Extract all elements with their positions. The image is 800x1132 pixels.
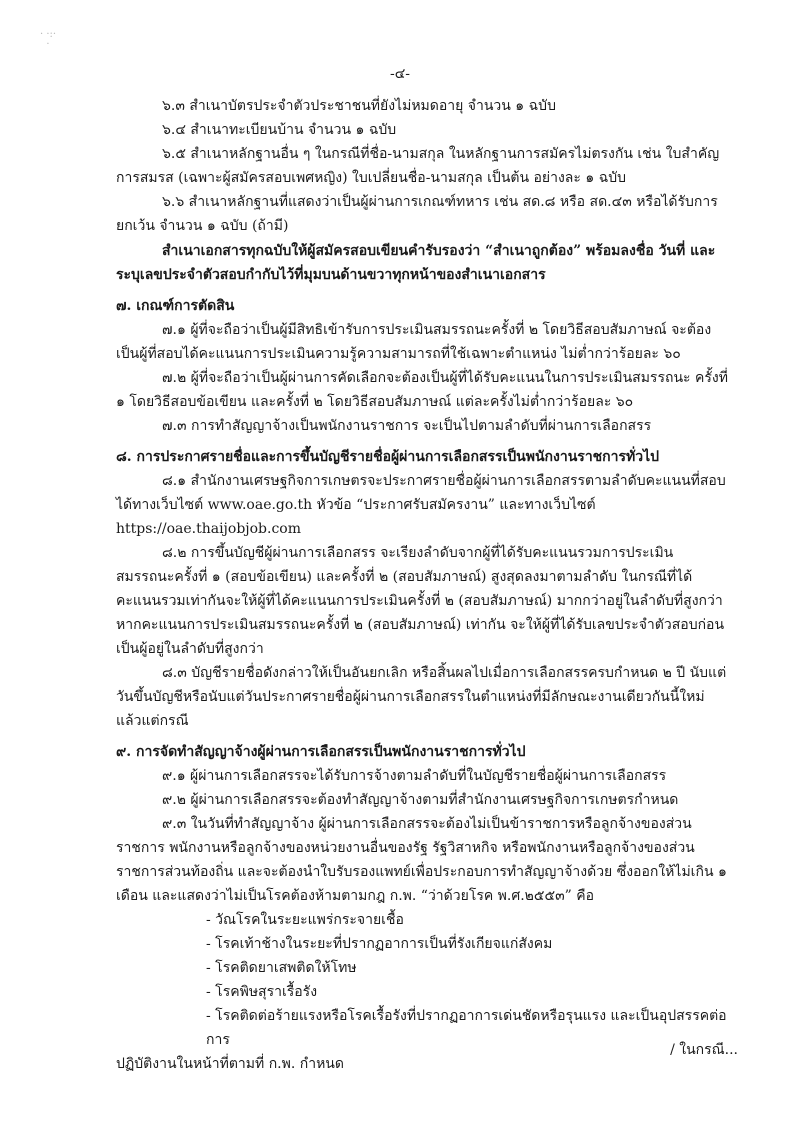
disease-item: - วัณโรคในระยะแพร่กระจายเชื้อ <box>206 912 404 928</box>
disease-item: - โรคติดยาเสพติดให้โทษ <box>206 960 357 976</box>
section-9-item-3: ๙.๓ ในวันที่ทำสัญญาจ้าง ผู้ผ่านการเลือกสรรจะต้องไม่เป็นข้าราชการหรือลูกจ้างของส่วนราชการ พนักงานหรือลูกจ้างของหน่วยงานอื่นของรัฐ รัฐวิสาหกิจ หรือพนักงานหรือลูกจ้างของส่วนราชการส่วนท้องถิ่น และจะต้องนำใบรับรองแพทย์เพื่อประกอบการทำสัญญาจ้างด้วย ซึ่งออกให้ไม่เกิน ๑ เดือน และแสดงว่าไม่เป็นโรคต้องห้ามตามกฎ ก.พ. “ว่าด้วยโรค พ.ศ.๒๕๕๓” คือ <box>116 816 727 904</box>
disease-item: - โรคพิษสุราเรื้อรัง <box>206 984 318 1000</box>
disease-item-last-continued: ปฏิบัติงานในหน้าที่ตามที่ ก.พ. กำหนด <box>116 1056 344 1072</box>
section-9-item-1: ๙.๑ ผู้ผ่านการเลือกสรรจะได้รับการจ้างตามลำดับที่ในบัญชีรายชื่อผู้ผ่านการเลือกสรร <box>162 768 667 784</box>
doc-item-6-5: ๖.๕ สำเนาหลักฐานอื่น ๆ ในกรณีที่ชื่อ-นามสกุล ในหลักฐานการสมัครไม่ตรงกัน เช่น ใบสำคัญการสมรส (เฉพาะผู้สมัครสอบเพศหญิง) ใบเปลี่ยนชื่อ-นามสกุล เป็นต้น อย่างละ ๑ ฉบับ <box>116 146 720 186</box>
scan-speckle: · ·:· · <box>40 29 57 50</box>
doc-item-6-6: ๖.๖ สำเนาหลักฐานที่แสดงว่าเป็นผู้ผ่านการเกณฑ์ทหาร เช่น สด.๘ หรือ สด.๔๓ หรือได้รับการยกเว้น จำนวน ๑ ฉบับ (ถ้ามี) <box>116 194 718 234</box>
continuation-footer: / ในกรณี... <box>670 1042 738 1058</box>
doc-item-6-4: ๖.๔ สำเนาทะเบียนบ้าน จำนวน ๑ ฉบับ <box>162 122 397 138</box>
disease-item: - โรคเท้าช้างในระยะที่ปรากฏอาการเป็นที่รังเกียจแก่สังคม <box>206 936 553 952</box>
section-7-item-1: ๗.๑ ผู้ที่จะถือว่าเป็นผู้มีสิทธิเข้ารับการประเมินสมรรถนะครั้งที่ ๒ โดยวิธีสอบสัมภาษณ์ จะต้องเป็นผู้ที่สอบได้คะแนนการประเมินความรู้ความสามารถที่ใช้เฉพาะตำแหน่ง ไม่ต่ำกว่าร้อยละ ๖๐ <box>116 322 712 362</box>
section-8-item-3: ๘.๓ บัญชีรายชื่อดังกล่าวให้เป็นอันยกเลิก หรือสิ้นผลไปเมื่อการเลือกสรรครบกำหนด ๒ ปี นับแต่วันขึ้นบัญชีหรือนับแต่วันประกาศรายชื่อผู้ผ่านการเลือกสรรในตำแหน่งที่มีลักษณะงานเดียวกันนี้ใหม่แล้วแต่กรณี <box>116 665 727 729</box>
section-7-item-2: ๗.๒ ผู้ที่จะถือว่าเป็นผู้ผ่านการคัดเลือกจะต้องเป็นผู้ที่ได้รับคะแนนในการประเมินสมรรถนะ ครั้งที่ ๑ โดยวิธีสอบข้อเขียน และครั้งที่ ๒ โดยวิธีสอบสัมภาษณ์ แต่ละครั้งไม่ต่ำกว่าร้อยละ ๖๐ <box>116 370 728 410</box>
section-7-item-3: ๗.๓ การทำสัญญาจ้างเป็นพนักงานราชการ จะเป็นไปตามลำดับที่ผ่านการเลือกสรร <box>162 418 652 434</box>
section-9-item-2: ๙.๒ ผู้ผ่านการเลือกสรรจะต้องทำสัญญาจ้างตามที่สำนักงานเศรษฐกิจการเกษตรกำหนด <box>162 792 679 808</box>
page-content <box>116 94 728 1076</box>
certify-note: สำเนาเอกสารทุกฉบับให้ผู้สมัครสอบเขียนคำรับรองว่า “สำเนาถูกต้อง” พร้อมลงชื่อ วันที่ และระบุเลขประจำตัวสอบกำกับไว้ที่มุมบนด้านขวาทุกหน้าของสำเนาเอกสาร <box>116 243 716 283</box>
section-8-item-1: ๘.๑ สำนักงานเศรษฐกิจการเกษตรจะประกาศรายชื่อผู้ผ่านการเลือกสรรตามลำดับคะแนนที่สอบได้ทางเว็บไซต์ www.oae.go.th หัวข้อ “ประกาศรับสมัครงาน” และทางเว็บไซต์ https://oae.thaijobjob.com <box>116 473 726 537</box>
section-9-heading: ๙. การจัดทำสัญญาจ้างผู้ผ่านการเลือกสรรเป็นพนักงานราชการทั่วไป <box>116 744 526 760</box>
section-8-item-2: ๘.๒ การขึ้นบัญชีผู้ผ่านการเลือกสรร จะเรียงลำดับจากผู้ที่ได้รับคะแนนรวมการประเมินสมรรถนะครั้งที่ ๑ (สอบข้อเขียน) และครั้งที่ ๒ (สอบสัมภาษณ์) สูงสุดลงมาตามลำดับ ในกรณีที่ได้คะแนนรวมเท่ากันจะให้ผู้ที่ได้คะแนนการประเมินครั้งที่ ๒ (สอบสัมภาษณ์) มากกว่าอยู่ในลำดับที่สูงกว่า หากคะแนนการประเมินสมรรถนะครั้งที่ ๒ (สอบสัมภาษณ์) เท่ากัน จะให้ผู้ที่ได้รับเลขประจำตัวสอบก่อนเป็นผู้อยู่ในลำดับที่สูงกว่า <box>116 545 725 657</box>
doc-item-6-3: ๖.๓ สำเนาบัตรประจำตัวประชาชนที่ยังไม่หมดอายุ จำนวน ๑ ฉบับ <box>162 98 556 114</box>
section-7-heading: ๗. เกณฑ์การตัดสิน <box>116 298 235 314</box>
section-8-heading: ๘. การประกาศรายชื่อและการขึ้นบัญชีรายชื่อผู้ผ่านการเลือกสรรเป็นพนักงานราชการทั่วไป <box>116 449 660 465</box>
page-number: -๔- <box>389 66 411 82</box>
disease-item-last: - โรคติดต่อร้ายแรงหรือโรคเรื้อรังที่ปรากฏอาการเด่นชัดหรือรุนแรง และเป็นอุปสรรคต่อการ <box>206 1008 727 1048</box>
